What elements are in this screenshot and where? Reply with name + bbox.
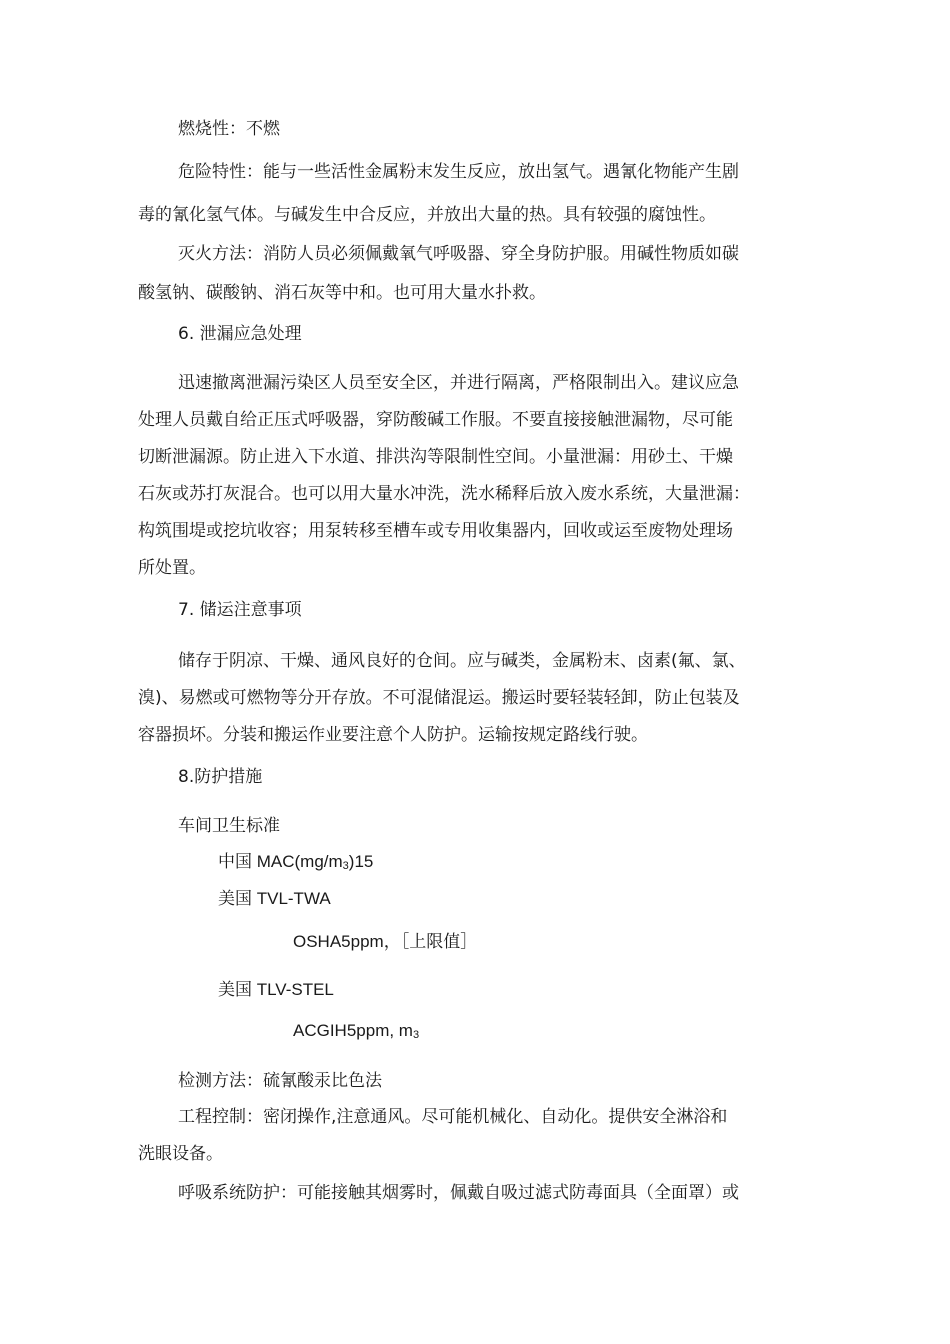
engineering-control-line-1: 工程控制：密闭操作,注意通风。尽可能机械化、自动化。提供安全淋浴和 <box>178 1107 728 1127</box>
osha-value: OSHA5ppm，［上限值］ <box>293 932 478 951</box>
acgih-subscript: 3 <box>412 1029 420 1041</box>
extinguish-text-line-2: 酸氢钠、碳酸钠、消石灰等中和。也可用大量水扑救。 <box>138 283 546 303</box>
section-6-line-1: 迅速撤离泄漏污染区人员至安全区，并进行隔离，严格限制出入。建议应急 <box>178 373 739 393</box>
hazard-text-line-2: 毒的氰化氢气体。与碱发生中合反应，并放出大量的热。具有较强的腐蚀性。 <box>138 205 716 225</box>
section-6-line-4: 石灰或苏打灰混合。也可以用大量水冲洗，洗水稀释后放入废水系统，大量泄漏： <box>138 484 750 504</box>
section-7-line-2: 溴)、易燃或可燃物等分开存放。不可混储混运。搬运时要轻装轻卸，防止包装及 <box>138 688 740 708</box>
respiratory-protection-line-1: 呼吸系统防护：可能接触其烟雾时，佩戴自吸过滤式防毒面具（全面罩）或 <box>178 1183 739 1203</box>
engineering-control-line-2: 洗眼设备。 <box>138 1144 223 1164</box>
china-mac-suffix: )15 <box>348 852 374 871</box>
section-6-line-6: 所处置。 <box>138 558 206 578</box>
extinguish-text-line-1: 灭火方法：消防人员必须佩戴氧气呼吸器、穿全身防护服。用碱性物质如碳 <box>178 244 739 264</box>
us-tvl-twa-label: 美国 TVL-TWA <box>218 889 331 908</box>
section-7-line-1: 储存于阴凉、干燥、通风良好的仓间。应与碱类，金属粉末、卤素(氟、氯、 <box>178 651 746 671</box>
section-6-line-3: 切断泄漏源。防止进入下水道、排洪沟等限制性空间。小量泄漏：用砂土、干燥 <box>138 447 733 467</box>
section-6-line-5: 构筑围堤或挖坑收容；用泵转移至槽车或专用收集器内，回收或运至废物处理场 <box>138 521 733 541</box>
section-7-heading: 7. 储运注意事项 <box>178 600 302 620</box>
section-8-heading: 8.防护措施 <box>178 767 263 787</box>
section-7-line-3: 容器损坏。分装和搬运作业要注意个人防护。运输按规定路线行驶。 <box>138 725 648 745</box>
hazard-text-line-1: 危险特性：能与一些活性金属粉末发生反应，放出氢气。遇氰化物能产生剧 <box>178 162 739 182</box>
china-mac-subscript: 3 <box>342 860 349 872</box>
china-mac-prefix: 中国 MAC(mg/m <box>218 852 343 871</box>
china-mac-value <box>218 851 373 873</box>
detection-method-text: 检测方法：硫氰酸汞比色法 <box>178 1071 382 1091</box>
section-6-line-2: 处理人员戴自给正压式呼吸器，穿防酸碱工作服。不要直接接触泄漏物，尽可能 <box>138 410 733 430</box>
acgih-prefix: ACGIH5ppm, m <box>293 1021 413 1040</box>
us-tlv-stel-label: 美国 TLV-STEL <box>218 980 334 999</box>
section-6-heading: 6. 泄漏应急处理 <box>178 324 302 344</box>
workshop-standard-label: 车间卫生标准 <box>178 816 280 836</box>
acgih-value <box>293 1020 419 1042</box>
flammability-text: 燃烧性：不燃 <box>178 119 280 139</box>
